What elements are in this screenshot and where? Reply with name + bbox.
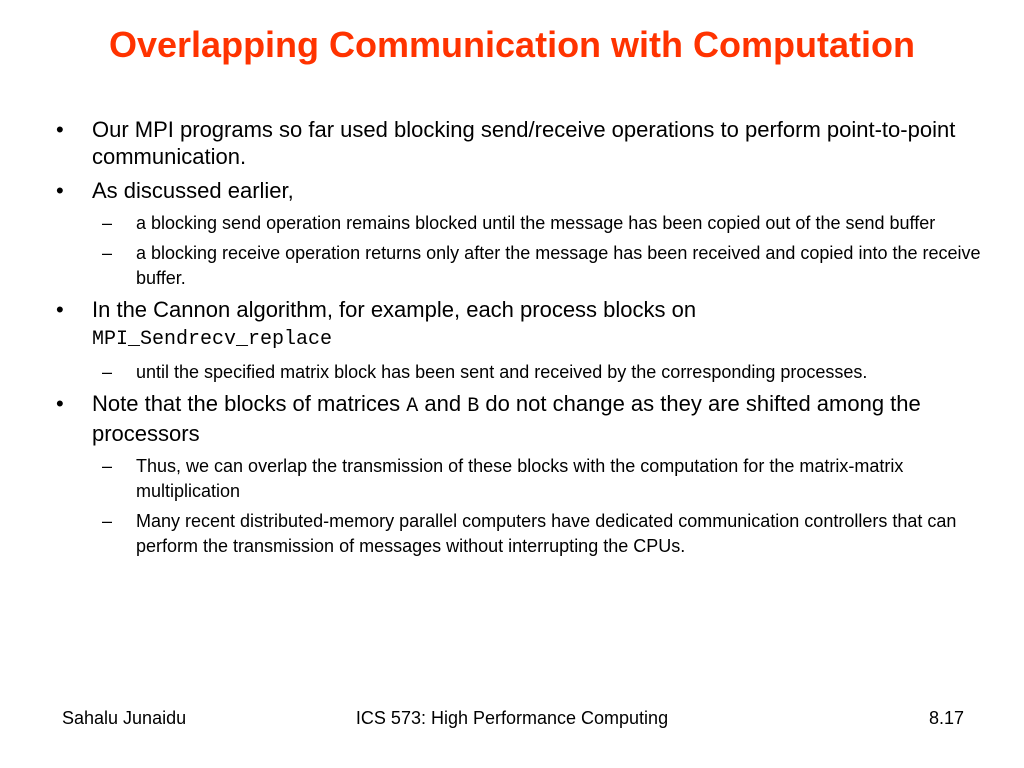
bullet-text-part: In the Cannon algorithm, for example, each process blocks on [92,297,697,322]
bullet-text: As discussed earlier, [92,178,294,203]
code-matrix-b: B [467,395,480,418]
bullet-item [56,296,986,353]
slide-title: Overlapping Communication with Computation [109,24,915,65]
code-mpi-sendrecv-replace: MPI_Sendrecv_replace [92,328,333,351]
sub-bullet-marker: – [102,243,113,263]
sub-bullet-item [56,360,986,385]
bullet-marker: • [56,178,64,203]
sub-bullet-marker: – [102,511,113,531]
bullet-item [56,390,986,447]
code-matrix-a: A [406,395,419,418]
sub-bullet-item [56,211,986,236]
bullet-item [56,177,986,204]
bullet-text-part: and [418,391,468,416]
footer-slide-number: 8.17 [928,708,964,728]
sub-bullet-marker: – [102,362,113,382]
bullet-text-part: do not change as they are shifted among the processors [92,391,921,446]
sub-bullet-item [56,241,986,291]
sub-bullet-item [56,454,986,504]
footer-course: ICS 573: High Performance Computing [355,708,669,728]
bullet-marker: • [56,117,64,142]
bullet-marker: • [56,297,64,322]
sub-bullet-marker: – [102,213,113,233]
bullet-text [92,391,921,446]
slide-body [56,116,986,564]
bullet-text [92,297,696,349]
bullet-marker: • [56,391,64,416]
footer-author: Sahalu Junaidu [62,708,187,728]
bullet-text: Our MPI programs so far used blocking send/receive operations to perform point-to-point communication. [92,117,956,169]
sub-bullet-marker: – [102,456,113,476]
bullet-item [56,116,986,170]
sub-bullet-item [56,509,986,559]
sub-bullet-text: until the specified matrix block has been sent and received by the corresponding processes. [136,362,868,382]
sub-bullet-text: Many recent distributed-memory parallel computers have dedicated communication controllers that can perform the transmission of messages without interrupting the CPUs. [136,511,957,556]
sub-bullet-text: a blocking send operation remains blocked until the message has been copied out of the send buffer [136,213,936,233]
sub-bullet-text: a blocking receive operation returns only after the message has been received and copied into the receive buffer. [136,243,981,288]
sub-bullet-text: Thus, we can overlap the transmission of these blocks with the computation for the matrix-matrix multiplication [136,456,904,501]
bullet-text-part: Note that the blocks of matrices [92,391,407,416]
